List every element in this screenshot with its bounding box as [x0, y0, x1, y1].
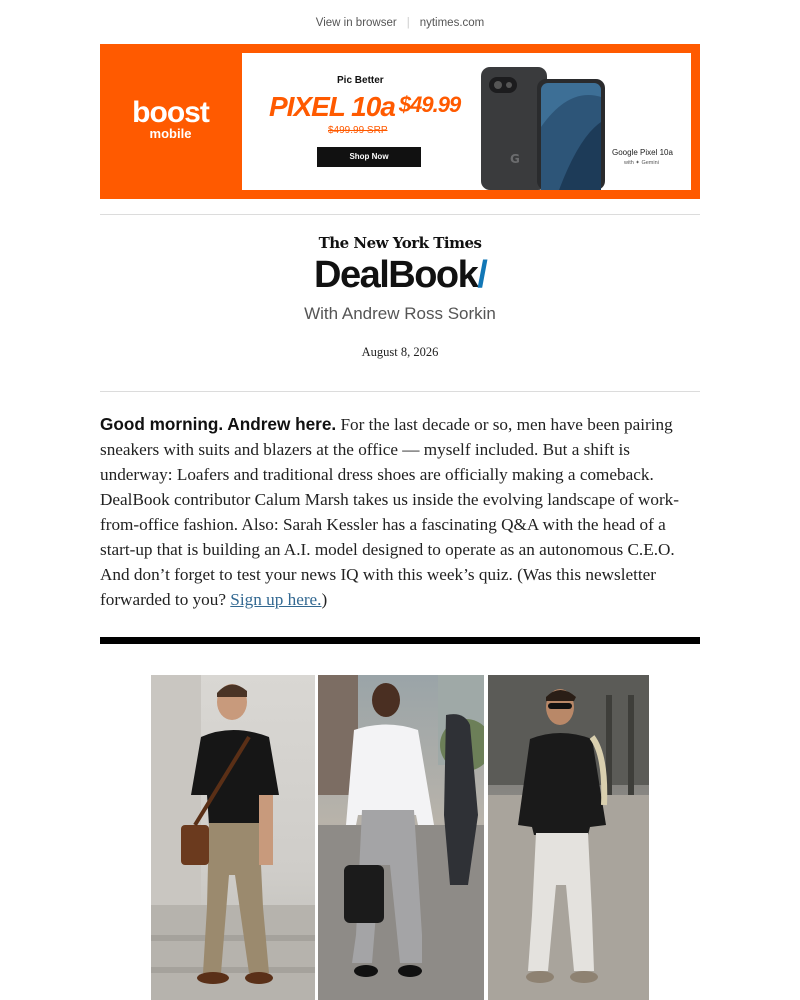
ad-price: $49.99 [398, 92, 461, 117]
ad-panel [242, 53, 691, 190]
section-divider [100, 637, 700, 644]
intro-lead: Good morning. Andrew here. [100, 414, 337, 434]
phone-image-icon [479, 67, 605, 190]
divider: | [406, 17, 410, 29]
svg-text:G: G [510, 152, 520, 166]
person-illustration-icon [488, 675, 649, 1000]
dealbook-logo: DealBook/ [314, 254, 487, 296]
nyt-wordmark: The New York Times [318, 234, 482, 252]
photo-man-in-sunglasses [488, 675, 649, 1000]
ad-headline: PIXEL 10a $49.99 [269, 91, 461, 122]
ad-old-price: $499.99 SRP [328, 125, 388, 136]
ad-kicker: Pic Better [337, 75, 384, 86]
issue-date: August 8, 2026 [361, 345, 439, 359]
nytimes-link[interactable]: nytimes.com [419, 17, 485, 29]
top-links [0, 17, 800, 29]
ad-caption: Google Pixel 10a with ✦ Gemini [612, 148, 673, 166]
view-in-browser-link[interactable]: View in browser [315, 17, 397, 29]
intro-body: For the last decade or so, men have been pairing sneakers with suits and blazers at the office — myself included. But a shift is underway: Loafers and traditional dress shoes are officially making a comeback. DealBook contributor Calum Marsh takes us inside the evolving landscape of work-from-office fashion. Also: Sarah Kessler has a fascinating Q&A with the head of a start-up that is building an A.I. model designed to operate as an autonomous C.E.O. And don’t forget to test your news IQ with this week’s quiz. (Was this newsletter forwarded to you? [100, 415, 679, 609]
divider [100, 214, 700, 215]
byline: With Andrew Ross Sorkin [304, 304, 496, 323]
photo-man-in-white-shirt [318, 675, 484, 1000]
divider [100, 391, 700, 392]
person-illustration-icon [151, 675, 315, 1000]
sign-up-link[interactable]: Sign up here. [230, 590, 322, 609]
boost-mobile-logo: boost mobile [132, 96, 209, 141]
advertisement-banner[interactable] [100, 44, 700, 199]
intro-paragraph: Good morning. Andrew here. For the last decade or so, men have been pairing sneakers with suits and blazers at the office — myself included. But a shift is underway: Loafers and traditional dress shoes are officially making a comeback. DealBook contributor Calum Marsh takes us inside the evolving landscape of work-from-office fashion. Also: Sarah Kessler has a fascinating Q&A with the head of a start-up that is building an A.I. model designed to operate as an autonomous C.E.O. And don’t forget to test your news IQ with this week’s quiz. (Was this newsletter forwarded to you? Sign up here.) [100, 414, 679, 609]
person-illustration-icon [318, 675, 484, 1000]
shop-now-button[interactable]: Shop Now [317, 147, 421, 167]
photo-man-with-brown-bag [151, 675, 315, 1000]
